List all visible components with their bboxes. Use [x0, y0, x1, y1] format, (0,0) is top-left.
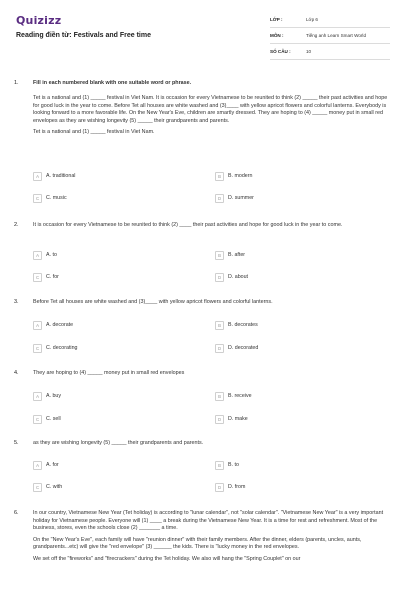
worksheet-meta-table [270, 12, 390, 60]
option-text: D. make [228, 416, 248, 422]
option-text: A. traditional [46, 173, 76, 179]
option-badge: D [215, 483, 224, 492]
question-number: 3. [14, 299, 19, 305]
worksheet-header [0, 0, 400, 72]
option-badge: A [33, 461, 42, 470]
passage-paragraph: Tet is a national and (1) _____ festival in Viet Nam. It is occasion for every Vietnamese to be reunited to think (2) _____ their past activities and hope for good luck in the year to come. Before Tet all houses are white washed and (3)____ with yellow apricot flowers and colorful lanterns. Everybody is looking forward to a more favorable life. On the New Year's Eve, children are smartly dressed. They are hoping to (4) _____ money put in small red envelopes as they are wishing longevity (5) _____ their grandparents and parents. [33, 95, 388, 124]
option-text: A. to [46, 252, 57, 258]
option-text: D. about [228, 274, 249, 280]
option-d[interactable] [215, 343, 385, 353]
quizizz-logo[interactable]: Quizizz [16, 14, 62, 27]
option-badge: C [33, 273, 42, 282]
option-text: B. decorates [228, 322, 258, 328]
question-prompt: Tet is a national and (1) _____ festival in Viet Nam. [33, 129, 155, 136]
option-badge: A [33, 172, 42, 181]
question-number: 1. [14, 80, 19, 86]
option-badge: D [215, 415, 224, 424]
option-a[interactable] [33, 171, 203, 181]
meta-value: Tiếng anh Learn Smart World [306, 33, 367, 38]
option-b[interactable] [215, 320, 385, 330]
option-text: D. summer [228, 195, 254, 201]
option-d[interactable] [215, 414, 385, 424]
question-prompt: as they are wishing longevity (5) _____ their grandparents and parents. [33, 440, 204, 446]
question-number: 5. [14, 440, 19, 446]
question-prompt: They are hoping to (4) _____ money put in small red envelopes [33, 370, 185, 376]
option-c[interactable] [33, 343, 203, 353]
question-number: 2. [14, 222, 19, 228]
option-badge: D [215, 273, 224, 282]
option-text: D. decorated [228, 345, 259, 351]
option-d[interactable] [215, 272, 385, 282]
option-a[interactable] [33, 391, 203, 401]
question-instruction: Fill in each numbered blank with one suitable word or phrase. [33, 80, 192, 86]
meta-value: 10 [306, 49, 312, 54]
passage-paragraph: On the "New Year's Eve", each family will have "reunion dinner" with their family members. After the dinner, elders (parents, uncles, aunts, grandparents...etc) will give the "red envelope" (3) ______ the kids. There is "lucky money in the red envelopes. [33, 536, 362, 551]
option-c[interactable] [33, 414, 203, 424]
option-c[interactable] [33, 193, 203, 203]
option-badge: A [33, 392, 42, 401]
option-c[interactable] [33, 272, 203, 282]
option-text: C. for [46, 274, 59, 280]
option-text: B. receive [228, 393, 252, 399]
option-text: B. after [228, 252, 246, 258]
option-a[interactable] [33, 320, 203, 330]
option-b[interactable] [215, 460, 385, 470]
passage-paragraph: We set off the "fireworks" and "firecrackers" during the Tet holiday. We also will hang the "Spring Couplet" on our [33, 555, 301, 562]
option-badge: A [33, 321, 42, 330]
option-text: C. sell [46, 416, 61, 422]
question-prompt: Before Tet all houses are white washed and (3)____ with yellow apricot flowers and colorful lanterns. [33, 299, 273, 305]
option-text: A. for [46, 462, 59, 468]
question-passage [33, 95, 392, 141]
option-d[interactable] [215, 482, 385, 492]
option-text: A. decorate [46, 322, 74, 328]
option-text: B. modern [228, 173, 253, 179]
option-badge: B [215, 392, 224, 401]
option-b[interactable] [215, 391, 385, 401]
option-b[interactable] [215, 171, 385, 181]
meta-key: LỚP : [270, 17, 283, 22]
option-badge: D [215, 194, 224, 203]
meta-row-question-count [270, 44, 390, 60]
option-badge: A [33, 251, 42, 260]
option-badge: C [33, 483, 42, 492]
question-number: 6. [14, 510, 19, 516]
meta-key: MÔN : [270, 33, 284, 38]
option-badge: C [33, 194, 42, 203]
question-passage [33, 510, 392, 568]
option-badge: B [215, 251, 224, 260]
option-b[interactable] [215, 250, 385, 260]
question-prompt: It is occasion for every Vietnamese to be reunited to think (2) ____ their past activities and hope for good luck in the year to come. [33, 222, 343, 228]
option-a[interactable] [33, 250, 203, 260]
option-d[interactable] [215, 193, 385, 203]
meta-key: SỐ CÂU : [270, 49, 291, 54]
option-text: C. with [46, 484, 63, 490]
meta-row-subject [270, 28, 390, 44]
option-badge: C [33, 415, 42, 424]
passage-paragraph: In our country, Vietnamese New Year (Tet holiday) is according to "lunar calendar", not "solar calendar". "Vietnamese New Year" is a very important holiday for Vietnamese people. Everyone will (1) ____ a break during the Vietnamese New Year. It is a time for rest and refreshment. Most of the business, stores, even the schools close (2) _______ a time. [33, 510, 384, 532]
question-number: 4. [14, 370, 19, 376]
option-text: D. from [228, 484, 246, 490]
option-text: B. to [228, 462, 239, 468]
option-badge: D [215, 344, 224, 353]
option-text: C. decorating [46, 345, 78, 351]
option-badge: B [215, 461, 224, 470]
option-text: A. buy [46, 393, 62, 399]
option-badge: C [33, 344, 42, 353]
option-text: C. music [46, 195, 67, 201]
meta-row-class [270, 12, 390, 28]
option-badge: B [215, 172, 224, 181]
option-c[interactable] [33, 482, 203, 492]
worksheet-title: Reading điền từ: Festivals and Free time [16, 32, 151, 39]
option-a[interactable] [33, 460, 203, 470]
option-badge: B [215, 321, 224, 330]
meta-value: Lớp 6 [306, 17, 318, 22]
